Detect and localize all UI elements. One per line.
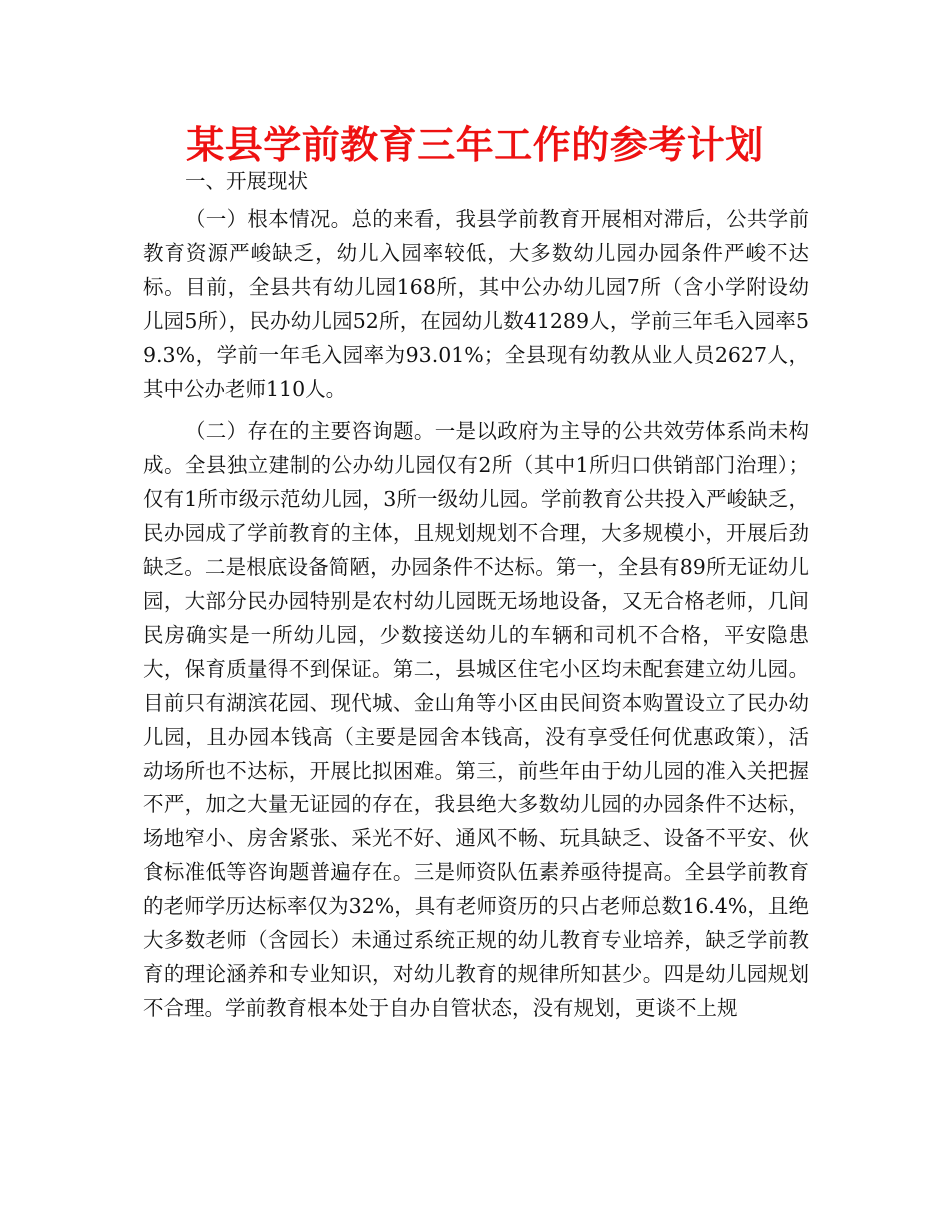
section-heading: 一、开展现状 bbox=[185, 169, 308, 193]
paragraph-main-problems: （二）存在的主要咨询题。一是以政府为主导的公共效劳体系尚未构成。全县独立建制的公办幼儿园仅有2所（其中1所归口供销部门治理）；仅有1所市级示范幼儿园，3所一级幼儿园。学前教育公共投入严峻缺乏，民办园成了学前教育的主体，且规划规划不合理，大多规模小，开展后劲缺乏。二是根底设备简陋，办园条件不达标。第一，全县有89所无证幼儿园，大部分民办园特别是农村幼儿园既无场地设备，又无合格老师，几间民房确实是一所幼儿园，少数接送幼儿的车辆和司机不合格，平安隐患大，保育质量得不到保证。第二，县城区住宅小区均未配套建立幼儿园。目前只有湖滨花园、现代城、金山角等小区由民间资本购置设立了民办幼儿园，且办园本钱高（主要是园舍本钱高，没有享受任何优惠政策），活动场所也不达标，开展比拟困难。第三，前些年由于幼儿园的准入关把握不严，加之大量无证园的存在，我县绝大多数幼儿园的办园条件不达标，场地窄小、房舍紧张、采光不好、通风不畅、玩具缺乏、设备不平安、伙食标准低等咨询题普遍存在。三是师资队伍素养亟待提高。全县学前教育的老师学历达标率仅为32%，具有老师资历的只占老师总数16.4%，且绝大多数老师（含园长）未通过系统正规的幼儿教育专业培养，缺乏学前教育的理论涵养和专业知识，对幼儿教育的规律所知甚少。四是幼儿园规划不合理。学前教育根本处于自办自管状态，没有规划，更谈不上规 bbox=[143, 419, 809, 1020]
document-body bbox=[143, 164, 809, 1026]
paragraph-basic-situation: （一）根本情况。总的来看，我县学前教育开展相对滞后，公共学前教育资源严峻缺乏，幼儿入园率较低，大多数幼儿园办园条件严峻不达标。目前，全县共有幼儿园168所，其中公办幼儿园7所（含小学附设幼儿园5所），民办幼儿园52所，在园幼儿数41289人，学前三年毛入园率59.3%，学前一年毛入园率为93.01%；全县现有幼教从业人员2627人，其中公办老师110人。 bbox=[143, 207, 809, 401]
document-title: 某县学前教育三年工作的参考计划 bbox=[186, 123, 764, 167]
